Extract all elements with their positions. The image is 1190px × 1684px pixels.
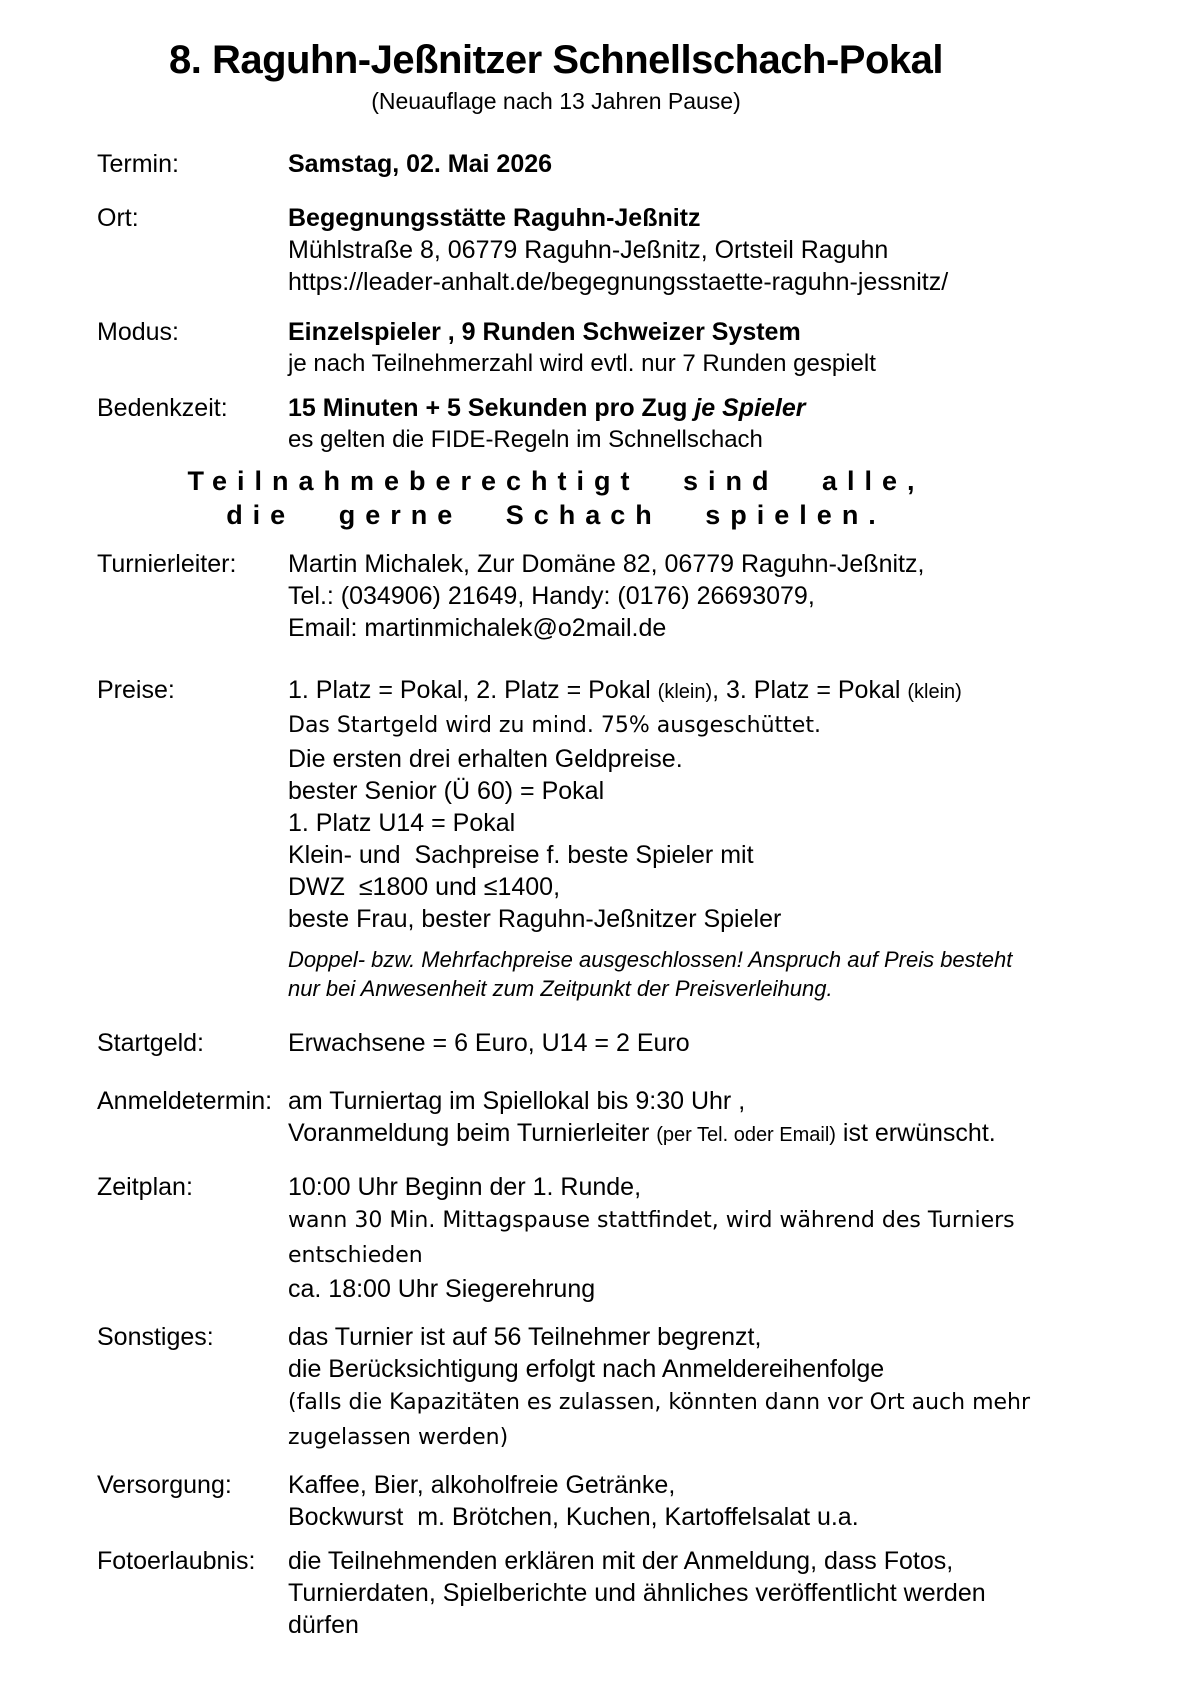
section-zeitplan: [97, 1171, 1100, 1305]
anmeldetermin-line2-small: (per Tel. oder Email): [656, 1124, 836, 1146]
turnierleiter-line1: Martin Michalek, Zur Domäne 82, 06779 Raguhn-Jeßnitz,: [288, 550, 925, 578]
section-startgeld: [97, 1027, 1100, 1059]
section-anmeldetermin: [97, 1085, 1100, 1151]
sonstiges-line2: die Berücksichtigung erfolgt nach Anmeldereihenfolge: [288, 1355, 885, 1383]
anmeldetermin-line1: am Turniertag im Spiellokal bis 9:30 Uhr ,: [288, 1087, 746, 1115]
turnierleiter-line2: Tel.: (034906) 21649, Handy: (0176) 26693079,: [288, 582, 815, 610]
startgeld-label: Startgeld:: [97, 1029, 205, 1057]
turnierleiter-label: Turnierleiter:: [97, 550, 237, 578]
page-title: 8. Raguhn-Jeßnitzer Schnellschach-Pokal: [168, 38, 944, 82]
ort-url: https://leader-anhalt.de/begegnungsstaette-raguhn-jessnitz/: [288, 268, 949, 296]
preise-platz-small2: (klein): [907, 681, 962, 703]
preise-platz-seg1: 1. Platz = Pokal, 2. Platz = Pokal: [288, 676, 658, 704]
section-modus: [97, 316, 1100, 380]
preise-platz-seg2: , 3. Platz = Pokal: [712, 676, 908, 704]
termin-value: Samstag, 02. Mai 2026: [288, 150, 553, 178]
ort-label: Ort:: [97, 204, 139, 232]
preise-line-geldpreise: Die ersten drei erhalten Geldpreise.: [288, 745, 683, 773]
fotoerlaubnis-line2: Turnierdaten, Spielberichte und ähnliches veröffentlicht werden: [288, 1579, 986, 1607]
turnierleiter-line3: Email: martinmichalek@o2mail.de: [288, 614, 667, 642]
bedenkzeit-main-line: [288, 392, 1100, 424]
preise-line-dwz: DWZ ≤1800 und ≤1400,: [288, 873, 561, 901]
versorgung-line1: Kaffee, Bier, alkoholfreie Getränke,: [288, 1471, 676, 1499]
preise-line-frau: beste Frau, bester Raguhn-Jeßnitzer Spieler: [288, 905, 782, 933]
anmeldetermin-label: Anmeldetermin:: [97, 1087, 273, 1115]
zeitplan-line1: 10:00 Uhr Beginn der 1. Runde,: [288, 1173, 642, 1201]
preise-platz-line: [288, 674, 1100, 708]
section-termin: [97, 148, 1100, 180]
sonstiges-label: Sonstiges:: [97, 1323, 214, 1351]
zeitplan-line3: entschieden: [288, 1243, 423, 1268]
section-sonstiges: [97, 1321, 1100, 1455]
fotoerlaubnis-line1: die Teilnehmenden erklären mit der Anmeldung, dass Fotos,: [288, 1547, 954, 1575]
bedenkzeit-main-italic: je Spieler: [694, 394, 806, 422]
page-subtitle: (Neuauflage nach 13 Jahren Pause): [371, 88, 741, 114]
versorgung-line2: Bockwurst m. Brötchen, Kuchen, Kartoffelsalat u.a.: [288, 1503, 859, 1531]
fotoerlaubnis-label: Fotoerlaubnis:: [97, 1547, 256, 1575]
preise-note: Doppel- bzw. Mehrfachpreise ausgeschlossen! Anspruch auf Preis besteht nur bei Anwesenheit zum Zeitpunkt der Preisverleihung.: [288, 947, 1019, 1001]
preise-line-sachpreise: Klein- und Sachpreise f. beste Spieler mit: [288, 841, 754, 869]
bedenkzeit-note: es gelten die FIDE-Regeln im Schnellschach: [288, 426, 763, 453]
ort-address: Mühlstraße 8, 06779 Raguhn-Jeßnitz, Ortsteil Raguhn: [288, 236, 889, 264]
startgeld-value: Erwachsene = 6 Euro, U14 = 2 Euro: [288, 1029, 690, 1057]
modus-label: Modus:: [97, 318, 179, 346]
sonstiges-line1: das Turnier ist auf 56 Teilnehmer begrenzt,: [288, 1323, 762, 1351]
ort-venue: Begegnungsstätte Raguhn-Jeßnitz: [288, 204, 701, 232]
section-ort: [97, 202, 1100, 298]
banner-line1: Teilnahmeberechtigt sind alle,: [187, 466, 925, 496]
anmeldetermin-line2-seg2: ist erwünscht.: [835, 1119, 996, 1147]
fotoerlaubnis-line3: dürfen: [288, 1611, 359, 1639]
anmeldetermin-line2-seg1: Voranmeldung beim Turnierleiter: [288, 1119, 657, 1147]
sonstiges-line3: (falls die Kapazitäten es zulassen, könnten dann vor Ort auch mehr: [288, 1390, 1031, 1415]
zeitplan-line4: ca. 18:00 Uhr Siegerehrung: [288, 1275, 596, 1303]
banner-line2: die gerne Schach spielen.: [226, 500, 886, 530]
sonstiges-line4: zugelassen werden): [288, 1425, 509, 1450]
preise-line-u14: 1. Platz U14 = Pokal: [288, 809, 516, 837]
preise-line-startgeld: Das Startgeld wird zu mind. 75% ausgeschüttet.: [288, 713, 821, 738]
section-turnierleiter: [97, 548, 1100, 644]
preise-line-senior: bester Senior (Ü 60) = Pokal: [288, 777, 605, 805]
section-preise: [97, 674, 1100, 1003]
bedenkzeit-main: 15 Minuten + 5 Sekunden pro Zug: [288, 394, 695, 422]
bedenkzeit-label: Bedenkzeit:: [97, 394, 228, 422]
modus-main: Einzelspieler , 9 Runden Schweizer System: [288, 318, 801, 346]
preise-platz-small1: (klein): [657, 681, 713, 703]
anmeldetermin-line2: [288, 1117, 1100, 1151]
participation-banner: [97, 464, 1015, 532]
section-fotoerlaubnis: [97, 1545, 1100, 1641]
zeitplan-label: Zeitplan:: [97, 1173, 193, 1201]
termin-label: Termin:: [97, 150, 179, 178]
document-header: [97, 36, 1015, 116]
section-bedenkzeit: [97, 392, 1100, 456]
zeitplan-line2: wann 30 Min. Mittagspause stattfindet, wird während des Turniers: [288, 1208, 1015, 1233]
modus-note: je nach Teilnehmerzahl wird evtl. nur 7 Runden gespielt: [288, 350, 876, 377]
section-versorgung: [97, 1469, 1100, 1533]
preise-label: Preise:: [97, 676, 175, 704]
versorgung-label: Versorgung:: [97, 1471, 232, 1499]
